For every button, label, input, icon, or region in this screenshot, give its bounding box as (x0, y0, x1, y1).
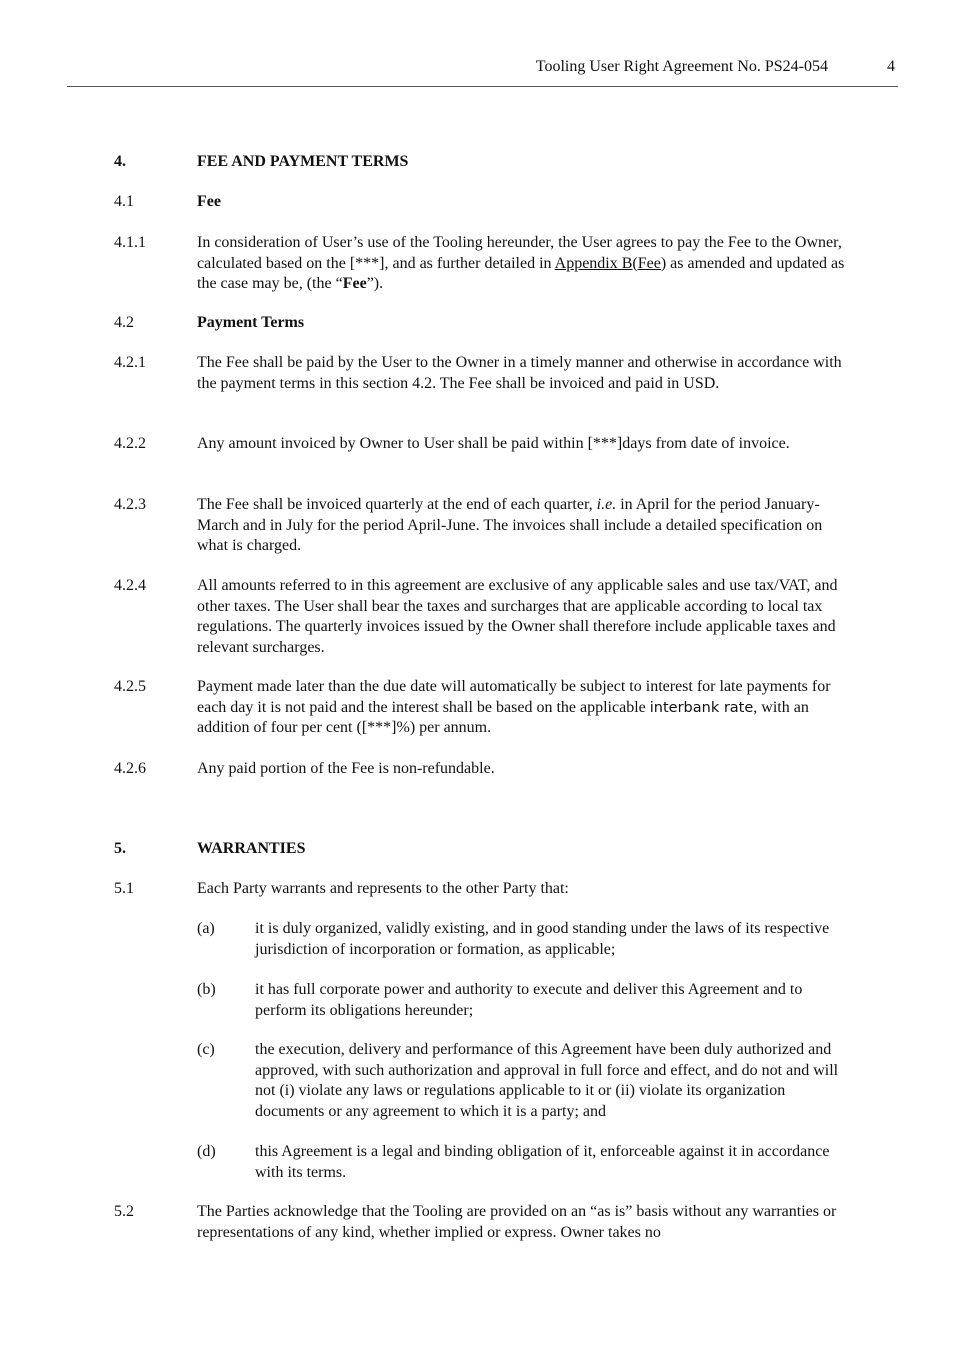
clause-text: The Fee shall be paid by the User to the Owner in a timely manner and otherwise in accordance with the payment terms in this section 4.2. The Fee shall be invoiced and paid in USD. (197, 354, 842, 392)
text-segment: The Fee shall be invoiced quarterly at the end of each quarter, (197, 496, 597, 513)
clause-title: Fee (197, 193, 221, 210)
clause-number: 4.1 (114, 193, 134, 210)
item-label: (a) (197, 920, 215, 937)
section-title: WARRANTIES (197, 840, 306, 857)
clause-number: 4.2.3 (114, 496, 146, 513)
text-segment: Payment made later than the due date will automatically be subject to interest for late payments for each day it is not paid and the interest shall be based on the applicable (197, 678, 831, 716)
section-title: FEE AND PAYMENT TERMS (197, 153, 409, 170)
clause-text: Each Party warrants and represents to the other Party that: (197, 880, 569, 897)
clause-number: 4.2.6 (114, 760, 146, 777)
clause-text: Any paid portion of the Fee is non-refundable. (197, 760, 495, 777)
text-segment: interbank rate (649, 699, 754, 716)
header-title: Tooling User Right Agreement No. PS24-054 (535, 58, 828, 75)
clause-text (197, 233, 857, 295)
header-divider (67, 86, 898, 87)
clause-number: 4.2.2 (114, 435, 146, 452)
text-segment: in April for the period January-March and in July for the period April-June. The invoices shall include a detailed specification on what is charged. (197, 496, 823, 554)
page-header (0, 58, 965, 78)
item-text: the execution, delivery and performance of this Agreement have been duly authorized and approved, with such authorization and approval in full force and effect, and do not and will not (i) violate any laws or regulations applicable to it or (ii) violate its organization documents or any agreement to which it is a party; and (255, 1041, 839, 1120)
clause-text (197, 495, 857, 557)
clause-number: 5.1 (114, 880, 134, 897)
item-text: it is duly organized, validly existing, and in good standing under the laws of its respective jurisdiction of incorporation or formation, as applicable; (255, 920, 830, 958)
clause-text: Any amount invoiced by Owner to User shall be paid within [***]days from date of invoice. (197, 435, 790, 452)
appendix-b-link[interactable]: Appendix B(Fee) (554, 254, 667, 272)
text-segment: i.e. (596, 496, 617, 513)
item-text: it has full corporate power and authority to execute and deliver this Agreement and to perform its obligations hereunder; (255, 981, 803, 1019)
clause-text: The Parties acknowledge that the Tooling are provided on an “as is” basis without any warranties or representations of any kind, whether implied or express. Owner takes no (197, 1203, 837, 1241)
clause-text (197, 677, 857, 739)
item-label: (d) (197, 1143, 216, 1160)
section-number: 5. (114, 840, 126, 857)
clause-number: 4.2.4 (114, 577, 146, 594)
clause-title: Payment Terms (197, 314, 305, 331)
text-segment: In consideration of User’s use of the Tooling hereunder, the User agrees to pay the Fee to the Owner, calculated based on the [***], and as further detailed in (197, 234, 842, 272)
clause-number: 5.2 (114, 1203, 134, 1220)
item-text: this Agreement is a legal and binding obligation of it, enforceable against it in accordance with its terms. (255, 1143, 830, 1181)
clause-number: 4.2 (114, 314, 134, 331)
item-label: (c) (197, 1041, 215, 1058)
item-label: (b) (197, 981, 216, 998)
defined-term: Fee (342, 275, 367, 292)
clause-number: 4.1.1 (114, 234, 146, 251)
text-segment: as amended and updated as the case may be, (the “ (197, 254, 845, 292)
clause-number: 4.2.5 (114, 678, 146, 695)
section-number: 4. (114, 153, 126, 170)
text-segment: ”). (366, 275, 384, 292)
clause-text: All amounts referred to in this agreement are exclusive of any applicable sales and use tax/VAT, and other taxes. The User shall bear the taxes and surcharges that are applicable according to local tax regulations. The quarterly invoices issued by the Owner shall therefore include applicable taxes and relevant surcharges. (197, 577, 838, 656)
clause-number: 4.2.1 (114, 354, 146, 371)
page-number: 4 (887, 58, 895, 75)
text-segment: , with an addition of four per cent ([***]%) per annum. (197, 698, 809, 736)
